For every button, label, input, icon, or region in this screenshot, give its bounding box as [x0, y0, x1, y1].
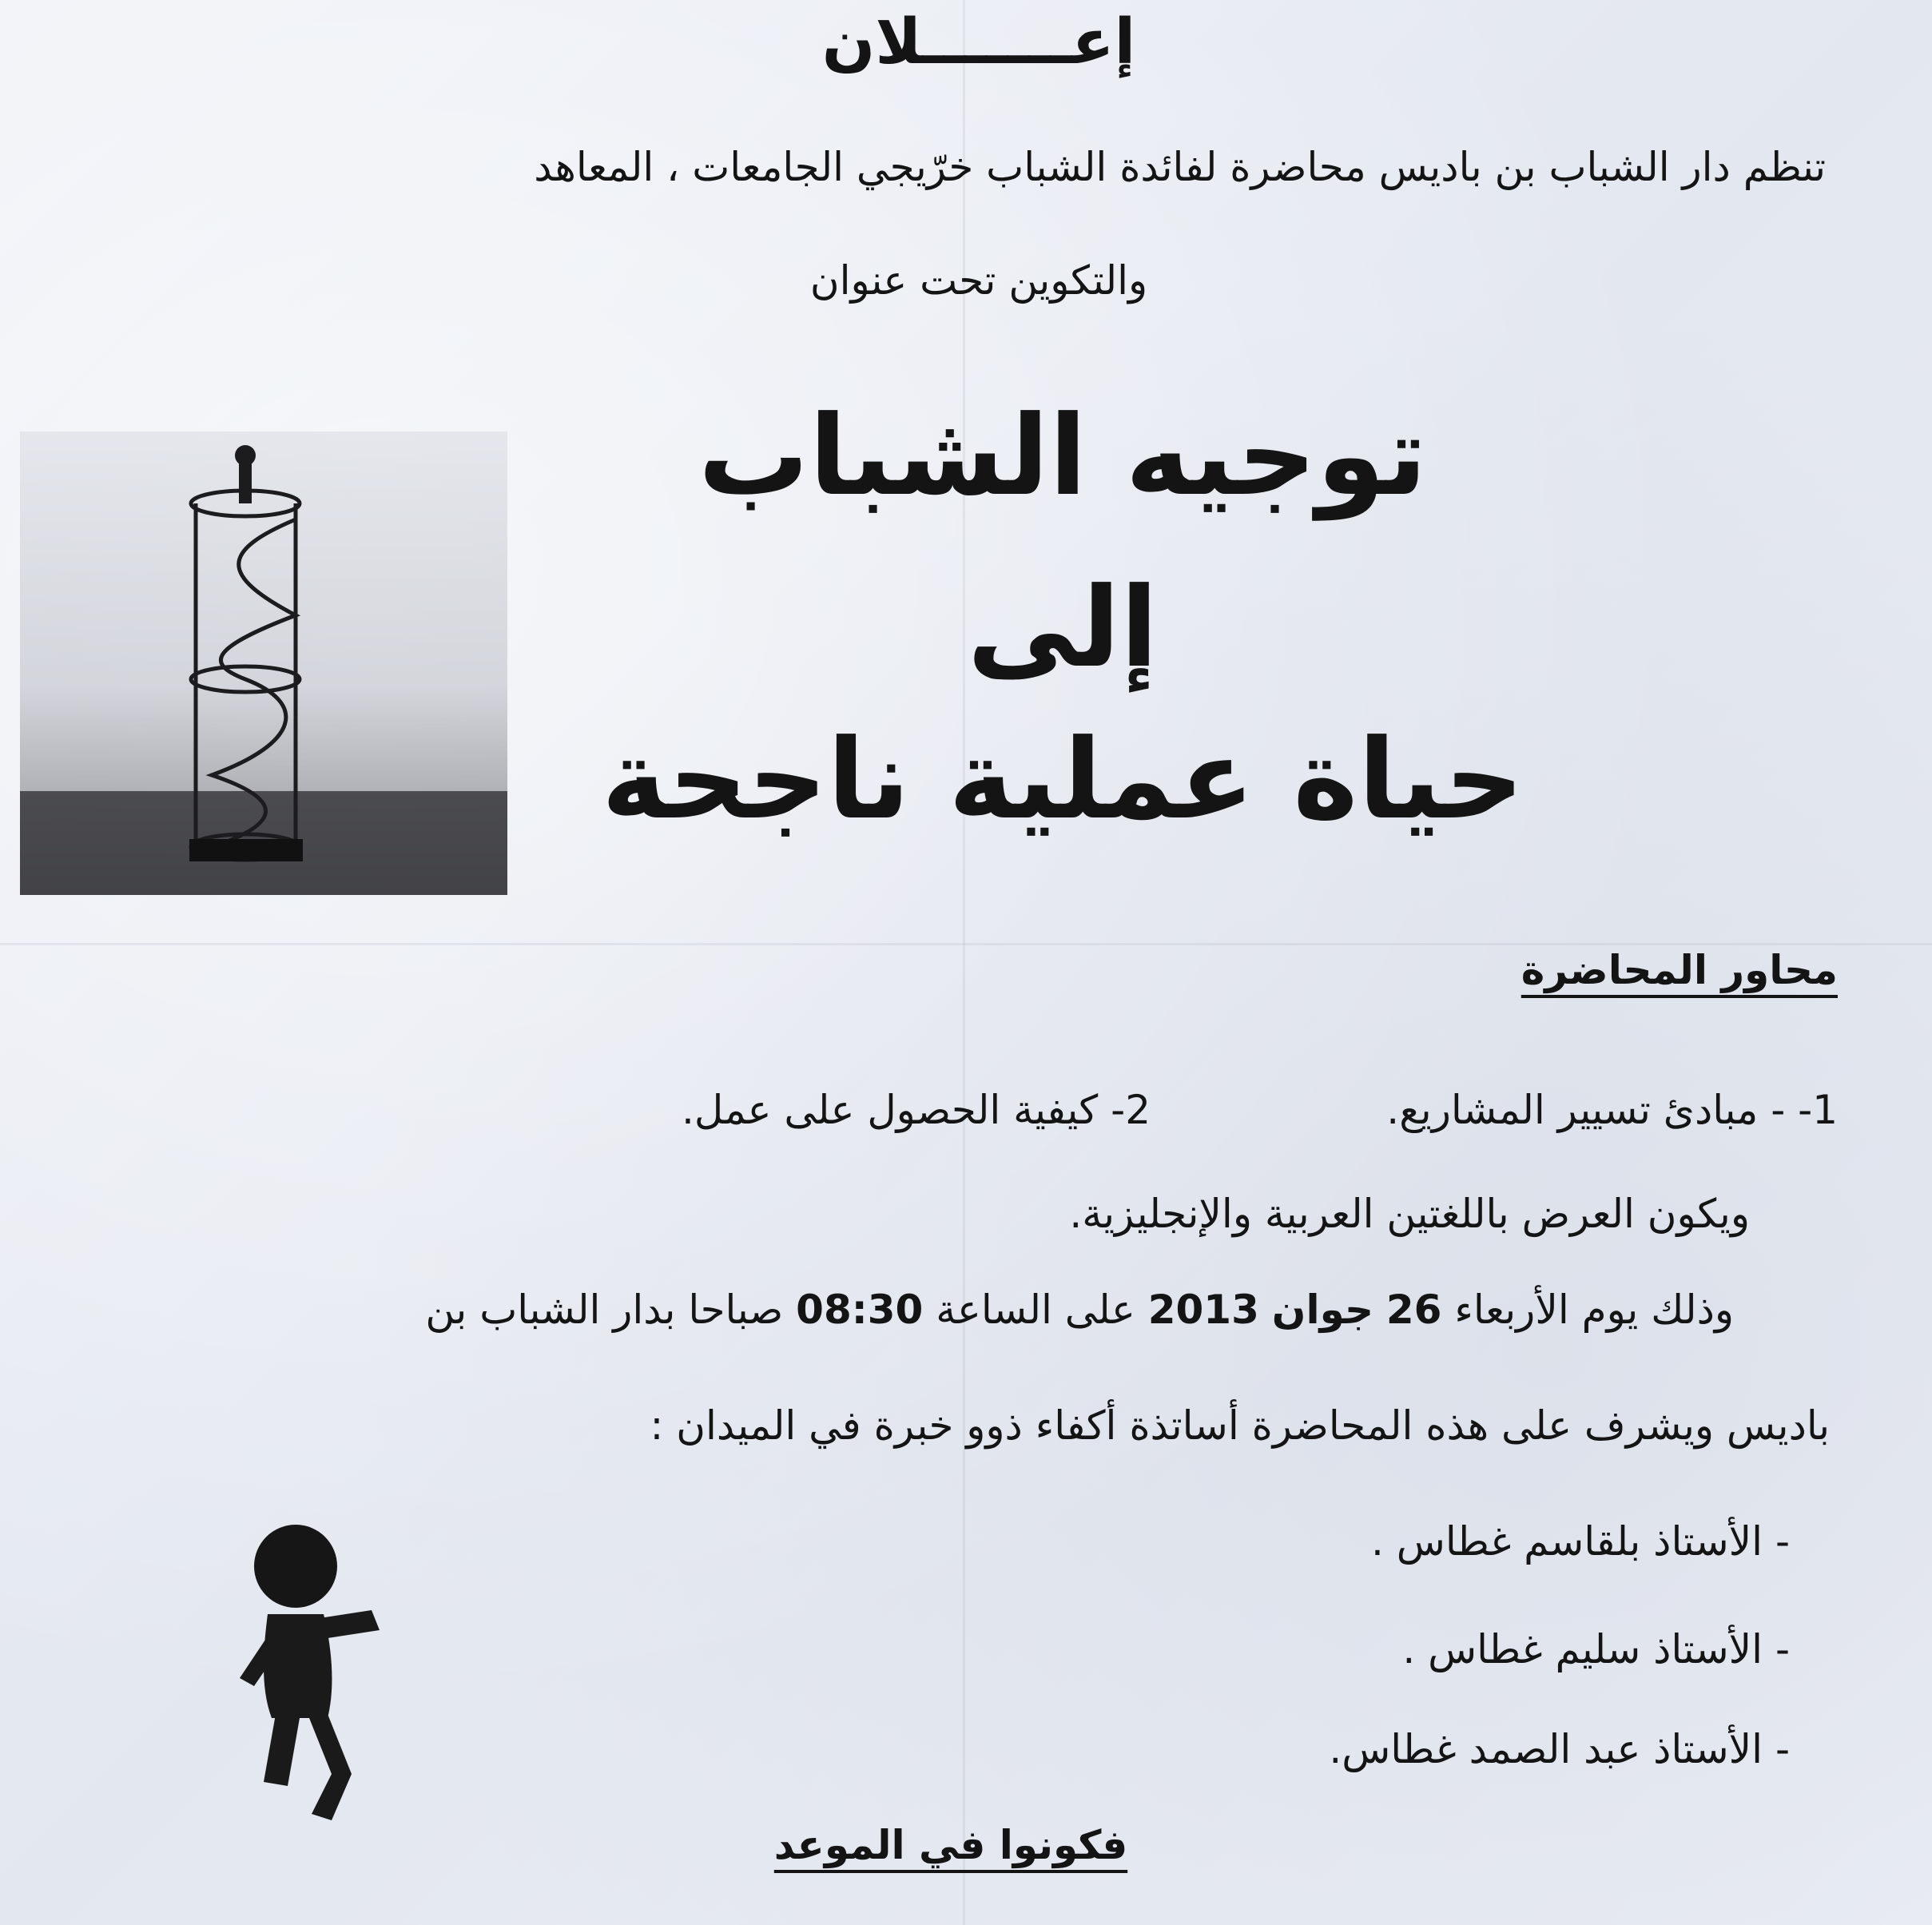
running-figure-icon — [232, 1518, 400, 1838]
schedule-before-date: وذلك يوم الأربعاء — [1454, 1287, 1734, 1333]
intro-line-1: تنظم دار الشباب بن باديس محاضرة لفائدة الشباب خرّيجي الجامعات ، المعاهد — [534, 144, 1826, 190]
intro-line-2: والتكوين تحت عنوان — [809, 257, 1148, 304]
schedule-line — [192, 1287, 1734, 1333]
schedule-month: جوان — [1271, 1287, 1373, 1333]
schedule-before-time: على الساعة — [936, 1287, 1135, 1333]
closing-line: فكونوا في الموعد — [773, 1822, 1128, 1868]
speaker-2: - الأستاذ سليم غطاس . — [1402, 1626, 1790, 1672]
topic-2: 2- كيفية الحصول على عمل. — [682, 1087, 1151, 1133]
language-note: ويكون العرض باللغتين العربية والإنجليزية. — [1069, 1191, 1750, 1237]
title-line-1: توجيه الشباب — [698, 392, 1428, 520]
schedule-day: 26 — [1385, 1287, 1442, 1333]
topics-heading: محاور المحاضرة — [1521, 947, 1838, 993]
speaker-3: - الأستاذ عبد الصمد غطاس. — [1329, 1726, 1790, 1772]
topic-1: 1- - مبادئ تسيير المشاريع. — [1386, 1087, 1838, 1133]
schedule-time: 08:30 — [796, 1287, 924, 1333]
paper-crease — [0, 943, 1932, 945]
spiral-staircase-icon — [20, 416, 507, 895]
schedule-after-time: صباحا بدار الشباب بن — [425, 1287, 784, 1333]
supervision-line: باديس ويشرف على هذه المحاضرة أساتذة أكفاء ذوو خبرة في الميدان : — [650, 1402, 1830, 1449]
schedule-year: 2013 — [1147, 1287, 1259, 1333]
speaker-1: - الأستاذ بلقاسم غطاس . — [1371, 1518, 1790, 1565]
title-line-3: حياة عملية ناجحة — [601, 715, 1525, 844]
title-line-2: إلى — [967, 563, 1159, 692]
announcement-heading: إعـــــــلان — [821, 6, 1136, 78]
